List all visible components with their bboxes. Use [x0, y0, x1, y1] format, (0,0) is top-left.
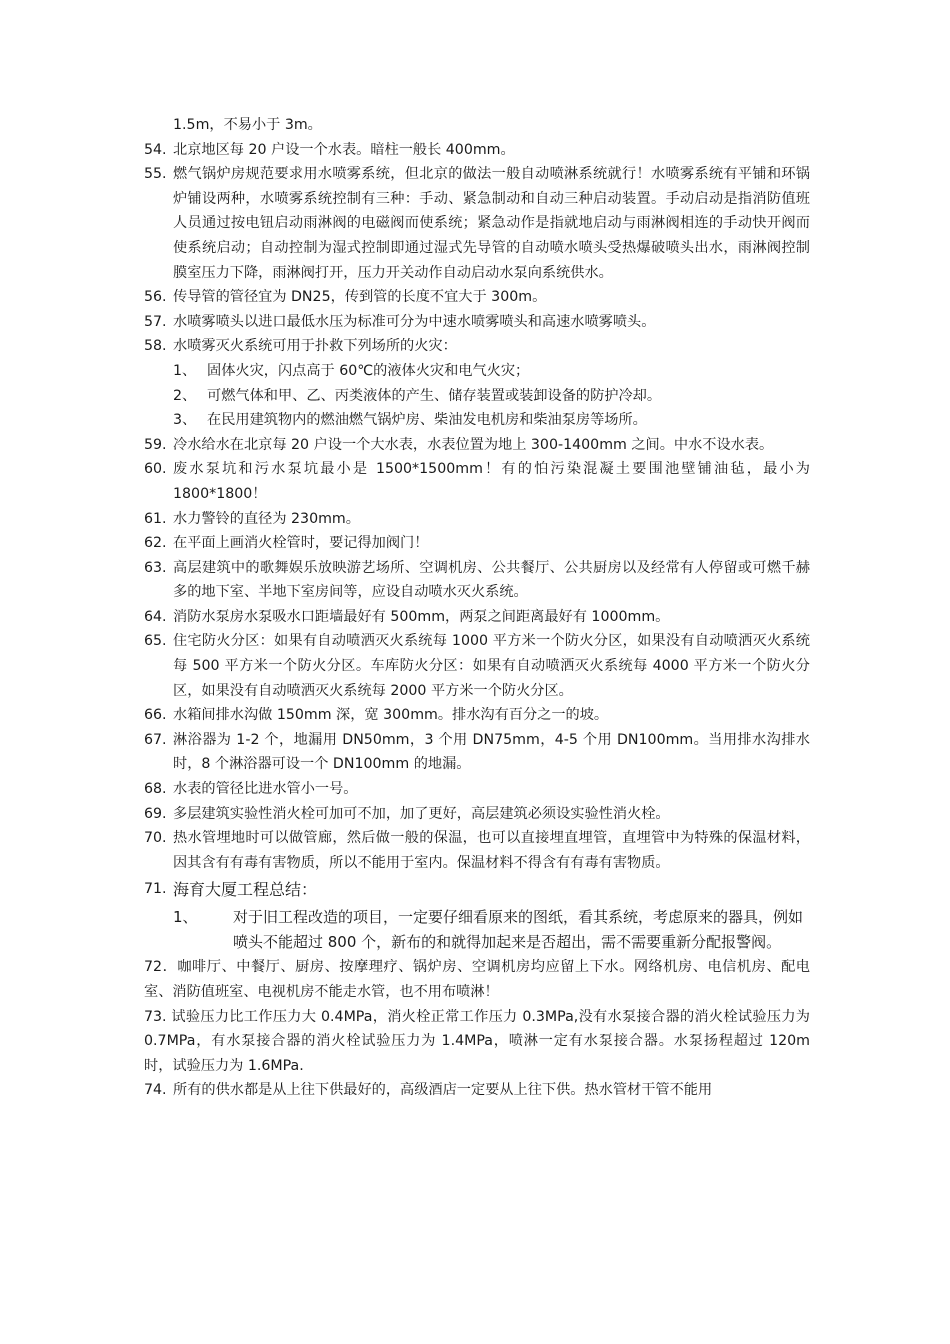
list-item-58 [144, 334, 810, 359]
item-number: 55. [144, 166, 167, 183]
sub-item-text: 在民用建筑物内的燃油燃气锅炉房、柴油发电机房和柴油泵房等场所。 [207, 412, 647, 429]
paragraph-72: 72．咖啡厅、中餐厅、厨房、按摩理疗、锅炉房、空调机房均应留上下水。网络机房、电信机房、配电室、消防值班室、电视机房不能走水管，也不用布喷淋！ [144, 959, 810, 1000]
list-item-71 [144, 877, 810, 903]
item-number: 58. [144, 338, 167, 355]
section-heading: 海育大厦工程总结： [173, 880, 318, 900]
item-text: 冷水给水在北京每 20 户设一个大水表，水表位置为地上 300-1400mm 之间。中水不设水表。 [173, 436, 774, 453]
item-number: 56. [144, 289, 167, 306]
continuation-line: 1.5m，不易小于 3m。 [173, 117, 322, 133]
paragraph-73: 73. 试验压力比工作压力大 0.4MPa，消火栓正常工作压力 0.3MPa,没有水泵接合器的消火栓试验压力为 0.7MPa，有水泵接合器的消火栓试验压力为 1.4MPa，喷淋一定有水泵接合器。水泵扬程超过 120m 时，试验压力为 1.6MPa. [144, 1008, 810, 1074]
item-number: 66. [144, 707, 167, 724]
sub-item-text: 对于旧工程改造的项目，一定要仔细看原来的图纸，看其系统，考虑原来的器具，例如喷头不能超过 800 个，新布的和就得加起来是否超出，需不需要重新分配报警阀。 [233, 908, 804, 952]
sub-item-number: 1、 [173, 362, 197, 379]
sub-item-number: 3、 [173, 412, 197, 429]
list-item-70 [144, 826, 810, 875]
list-item-61 [144, 507, 810, 532]
item-text: 淋浴器为 1-2 个，地漏用 DN50mm，3 个用 DN75mm，4-5 个用 DN100mm。当用排水沟排水时，8 个淋浴器可设一个 DN100mm 的地漏。 [173, 731, 810, 773]
list-item-62 [144, 531, 810, 556]
item-number: 64. [144, 608, 167, 625]
item-text: 所有的供水都是从上往下供最好的，高级酒店一定要从上往下供。热水管材干管不能用 [173, 1082, 713, 1099]
sub-item-text: 可燃气体和甲、乙、丙类液体的产生、储存装置或装卸设备的防护冷却。 [207, 387, 662, 404]
document-body [144, 113, 810, 1103]
sub-item-number: 2、 [173, 387, 197, 404]
item-text: 住宅防火分区：如果有自动喷洒灭火系统每 1000 平方米一个防火分区，如果没有自动喷洒灭火系统每 500 平方米一个防火分区。车库防火分区：如果有自动喷洒灭火系统每 4000 平方米一个防火分区，如果没有自动喷洒灭火系统每 2000 平方米一个防火分区。 [173, 633, 810, 699]
item-number: 71. [144, 881, 167, 898]
sub-item-text: 固体火灾，闪点高于 60℃的液体火灾和电气火灾； [207, 362, 530, 379]
list-item-59 [144, 433, 810, 458]
item-text: 水箱间排水沟做 150mm 深，宽 300mm。排水沟有百分之一的坡。 [173, 707, 609, 724]
item-number: 69. [144, 805, 167, 822]
list-item-64 [144, 605, 810, 630]
sub-item-58-3 [144, 408, 810, 433]
item-number: 62. [144, 535, 167, 552]
item-text: 北京地区每 20 户设一个水表。暗柱一般长 400mm。 [173, 141, 515, 158]
sub-item-71-1 [144, 905, 810, 955]
list-item-55 [144, 162, 810, 285]
list-item-66 [144, 703, 810, 728]
item-text: 多层建筑实验性消火栓可加可不加，加了更好，高层建筑必须设实验性消火栓。 [173, 805, 670, 822]
list-item-54 [144, 138, 810, 163]
list-item-63 [144, 556, 810, 605]
list-item-57 [144, 310, 810, 335]
list-item-74 [144, 1078, 810, 1103]
item-number: 68. [144, 781, 167, 798]
item-text: 水表的管径比进水管小一号。 [173, 781, 358, 798]
item-number: 65. [144, 633, 167, 650]
sub-item-58-2 [144, 384, 810, 409]
item-number: 63. [144, 559, 167, 576]
item-text: 水喷雾喷头以进口最低水压为标准可分为中速水喷雾喷头和高速水喷雾喷头。 [173, 313, 656, 330]
list-item-68 [144, 777, 810, 802]
list-item-65 [144, 629, 810, 703]
list-item-60 [144, 457, 810, 506]
item-text: 水力警铃的直径为 230mm。 [173, 510, 360, 527]
item-number: 61. [144, 510, 167, 527]
list-item-69 [144, 802, 810, 827]
item-number: 70. [144, 830, 167, 847]
item-number: 54. [144, 141, 167, 158]
item-number: 74. [144, 1082, 167, 1099]
sub-item-number: 1、 [173, 908, 198, 927]
item-text: 燃气锅炉房规范要求用水喷雾系统，但北京的做法一般自动喷淋系统就行！水喷雾系统有平铺和环锅炉铺设两种，水喷雾系统控制有三种：手动、紧急制动和自动三种启动装置。手动启动是指消防值班人员通过按电钮启动雨淋阀的电磁阀而使系统；紧急动作是指就地启动与雨淋阀相连的手动快开阀而使系统启动；自动控制为湿式控制即通过湿式先导管的自动喷水喷头受热爆破喷头出水，雨淋阀控制膜室压力下降，雨淋阀打开，压力开关动作自动启动水泵向系统供水。 [173, 166, 810, 281]
item-text: 高层建筑中的歌舞娱乐放映游艺场所、空调机房、公共餐厅、公共厨房以及经常有人停留或可燃千赫多的地下室、半地下室房间等，应设自动喷水灭火系统。 [173, 559, 810, 601]
list-item-67 [144, 728, 810, 777]
item-text: 消防水泵房水泵吸水口距墙最好有 500mm，两泵之间距离最好有 1000mm。 [173, 608, 670, 625]
item-text: 在平面上画消火栓管时，要记得加阀门！ [173, 535, 429, 552]
item-number: 57. [144, 313, 167, 330]
list-item-56 [144, 285, 810, 310]
item-text: 水喷雾灭火系统可用于扑救下列场所的火灾： [173, 338, 457, 355]
item-number: 59. [144, 436, 167, 453]
item-text: 废水泵坑和污水泵坑最小是 1500*1500mm！有的怕污染混凝土要围池壁铺油毡，最小为 1800*1800！ [173, 461, 810, 502]
item-number: 60. [144, 461, 167, 478]
item-text: 传导管的管径宜为 DN25，传到管的长度不宜大于 300m。 [173, 289, 547, 306]
sub-item-58-1 [144, 359, 810, 384]
item-number: 67. [144, 731, 167, 748]
item-text: 热水管埋地时可以做管廊，然后做一般的保温，也可以直接埋直埋管，直埋管中为特殊的保温材料，因其含有有毒有害物质，所以不能用于室内。保温材料不得含有有毒有害物质。 [173, 830, 810, 871]
